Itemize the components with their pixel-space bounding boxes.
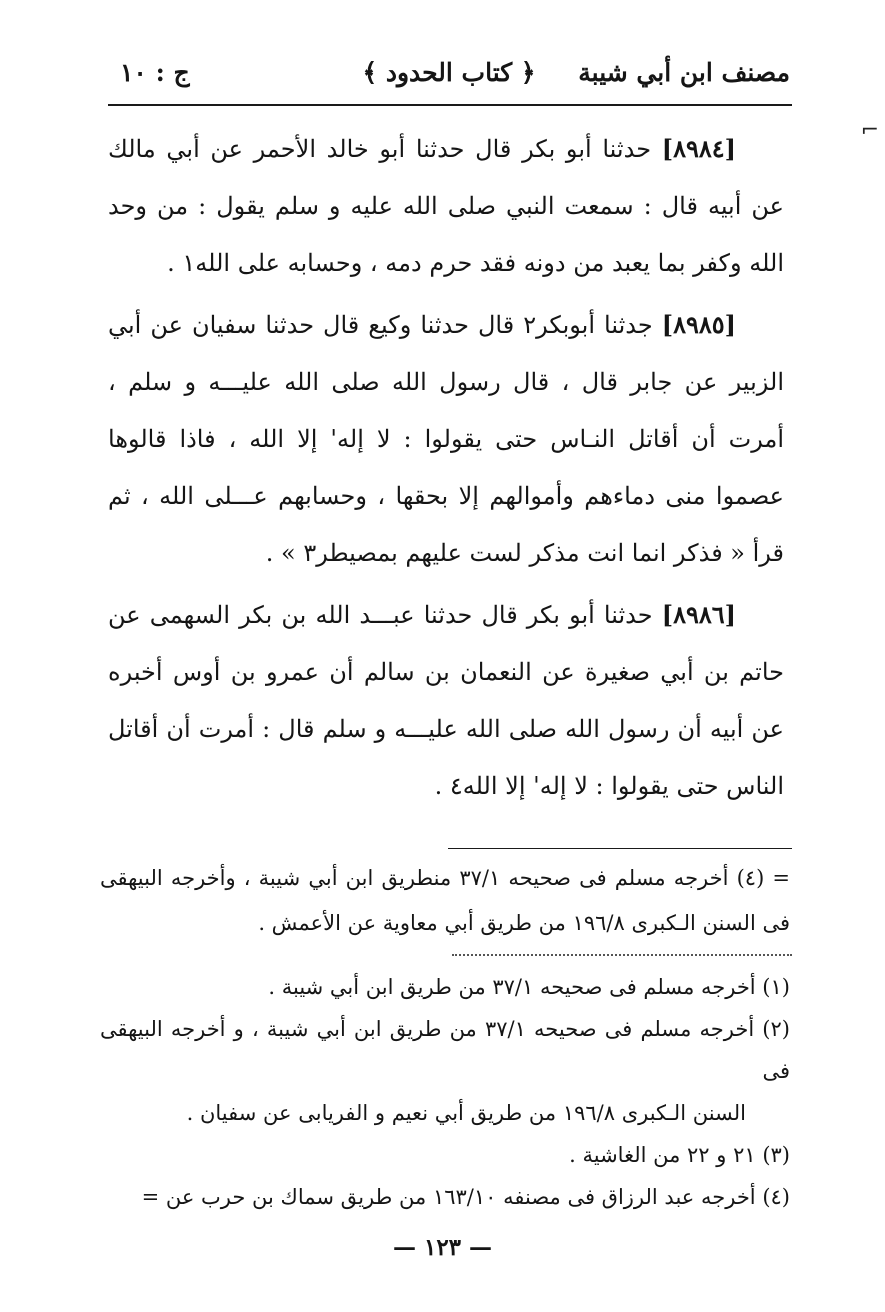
footnote-separator-dotted (452, 954, 792, 956)
carried-footnote (100, 856, 790, 946)
margin-mark-icon: ⌐ (860, 118, 879, 143)
footnote: (٣) ٢١ و ٢٢ من الغاشية . (569, 1143, 790, 1167)
hadith-text: حدثنا أبو بكر قال حدثنا عبـــد الله بن بكر السهمى عن حاتم بن أبي صغيرة عن النعمان بن سالم أن عمرو بن أوس أخبره عن أبيه أن رسول الله صلى الله عليـــه و سلم قال : أمرت أن أقاتل الناس حتى يقولوا : لا إله' إلا الله٤ . (108, 601, 784, 800)
footnote: (٤) أخرجه عبد الرزاق فى مصنفه ١٦٣/١٠ من طريق سماك بن حرب عن = (141, 1185, 790, 1209)
book-title: مصنف ابن أبي شيبة (578, 58, 790, 87)
page-number: — ١٢٣ — (392, 1234, 493, 1261)
volume-number: ج : ١٠ (120, 58, 190, 87)
hadith-number: [٨٩٨٤] (661, 134, 736, 163)
footnote-continuation: السنن الـكبرى ١٩٦/٨ من طريق أبي نعيم و الفريابى عن سفيان . (186, 1101, 746, 1125)
main-text (108, 120, 784, 819)
hadith-text: حدثنا أبو بكر قال حدثنا أبو خالد الأحمر عن أبي مالك عن أبيه قال : سمعت النبي صلى الله عليه و سلم يقول : من وحد الله وكفر بما يعبد من دونه فقد حرم دمه ، وحسابه على الله١ . (108, 135, 784, 277)
carried-footnote-text: = (٤) أخرجه مسلم فى صحيحه ٣٧/١ منطريق ابن أبي شيبة ، وأخرجه البيهقى فى السنن الـكبرى ١٩٦/٨ من طريق أبي معاوية عن الأعمش . (100, 866, 790, 935)
hadith-paragraph (108, 296, 784, 582)
hadith-paragraph (108, 586, 784, 815)
footnote: (٢) أخرجه مسلم فى صحيحه ٣٧/١ من طريق ابن أبي شيبة ، و أخرجه البيهقى فى (100, 1017, 790, 1083)
footnotes (100, 966, 790, 1218)
hadith-paragraph (108, 120, 784, 292)
header-rule (108, 104, 792, 106)
hadith-number: [٨٩٨٦] (661, 600, 736, 629)
running-header (108, 52, 790, 102)
hadith-text: جدثنا أبوبكر٢ قال حدثنا وكيع قال حدثنا سفيان عن أبي الزبير عن جابر قال ، قال رسول الله صلى الله عليـــه و سلم ، أمرت أن أقاتل النـاس حتى يقولوا : لا إله' إلا الله ، فاذا قالوها عصموا منى دماءهم وأموالهم إلا بحقها ، وحسابهم عـــلى الله ، ثم قرأ « فذكر انما انت مذكر لست عليهم بمصيطر٣ » . (108, 311, 784, 567)
footnote: (١) أخرجه مسلم فى صحيحه ٣٧/١ من طريق ابن أبي شيبة . (268, 975, 790, 999)
footnote-separator (448, 848, 792, 849)
hadith-number: [٨٩٨٥] (661, 310, 736, 339)
chapter-title: ﴿ كتاب الحدود ﴾ (362, 58, 536, 87)
